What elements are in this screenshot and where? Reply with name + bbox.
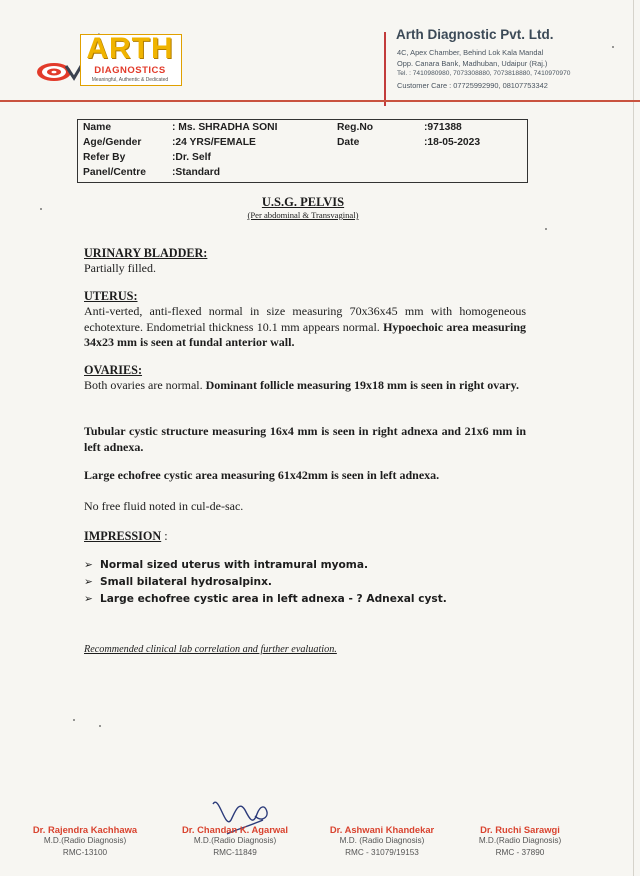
- address-line: Opp. Canara Bank, Madhuban, Udaipur (Raj.): [397, 59, 548, 68]
- scan-speck: [545, 228, 547, 230]
- uterus-text: Anti-verted, anti-flexed normal in size measuring 70x36x45 mm with homogeneous echotexture. Endometrial thickness 10.1 mm appears normal.: [84, 304, 526, 334]
- ovaries-paragraph: [84, 378, 526, 394]
- doctor-degree: M.D.(Radio Diagnosis): [193, 836, 277, 845]
- impression-item: [84, 559, 368, 571]
- name-label: Name: [83, 122, 112, 133]
- uterus-finding: Hypoechoic area measuring 34x23 mm is seen at fundal anterior wall.: [84, 319, 527, 349]
- fluid-finding: No free fluid noted in cul-de-sac.: [84, 499, 244, 513]
- regno-label: Reg.No: [337, 122, 374, 133]
- arrow-bullet-icon: ➢: [84, 593, 93, 605]
- bladder-text: Partially filled.: [84, 261, 156, 275]
- impression-heading: [84, 529, 168, 544]
- scan-speck: [40, 208, 42, 210]
- phone-line: Tel. : 7410980980, 7073308880, 7073818880, 7410970970: [397, 70, 571, 77]
- doctor-reg: RMC-11849: [213, 848, 257, 857]
- age-label: Age/Gender: [83, 137, 142, 148]
- uterus-paragraph: [84, 304, 526, 351]
- scan-speck: [612, 46, 614, 48]
- impression-label: IMPRESSION: [84, 529, 162, 543]
- refer-value: :Dr. Self: [172, 152, 211, 163]
- date-label: Date: [337, 137, 360, 148]
- customer-care-line: Customer Care : 07725992990, 08107753342: [397, 81, 548, 90]
- recommendation-note: Recommended clinical lab correlation and further evaluation.: [84, 644, 337, 655]
- bladder-heading: URINARY BLADDER:: [84, 246, 208, 260]
- name-value: : Ms. SHRADHA SONI: [172, 122, 278, 133]
- page-edge: [633, 0, 634, 876]
- doctor-block: [307, 824, 457, 859]
- header-divider: [384, 32, 386, 106]
- arth-logo: [34, 30, 184, 88]
- ovaries-text: Both ovaries are normal.: [84, 378, 203, 392]
- regno-value: :971388: [424, 122, 462, 133]
- arrow-bullet-icon: ➢: [84, 559, 93, 571]
- doctor-block: [445, 824, 595, 859]
- impression-text: Normal sized uterus with intramural myoma.: [100, 559, 369, 571]
- impression-colon: :: [161, 529, 168, 543]
- panel-label: Panel/Centre: [83, 167, 146, 178]
- cystic-finding: Large echofree cystic area measuring 61x42mm is seen in left adnexa.: [84, 468, 440, 482]
- tubular-finding: Tubular cystic structure measuring 16x4 mm is seen in right adnexa and 21x6 mm in left adnexa.: [84, 424, 526, 454]
- company-name: Arth Diagnostic Pvt. Ltd.: [396, 27, 554, 42]
- ovaries-finding: Dominant follicle measuring 19x18 mm is seen in right ovary.: [205, 378, 519, 392]
- doctor-name: Dr. Chandan K. Agarwal: [182, 824, 288, 835]
- doctor-degree: M.D. (Radio Diagnosis): [339, 836, 425, 845]
- panel-value: :Standard: [172, 167, 221, 178]
- logo-brand: ARTH: [86, 32, 174, 65]
- logo-subtitle: DIAGNOSTICS: [94, 65, 166, 76]
- impression-item: [84, 593, 447, 605]
- refer-label: Refer By: [83, 152, 126, 163]
- arrow-bullet-icon: ➢: [84, 576, 93, 588]
- doctor-degree: M.D.(Radio Diagnosis): [478, 836, 562, 845]
- doctor-reg: RMC - 37890: [495, 848, 545, 857]
- doctor-block: [10, 824, 160, 859]
- doctor-name: Dr. Ashwani Khandekar: [329, 824, 435, 835]
- scan-speck: [99, 725, 101, 727]
- uterus-heading: UTERUS:: [84, 289, 138, 303]
- impression-item: [84, 576, 272, 588]
- doctor-name: Dr. Rajendra Kachhawa: [32, 824, 138, 835]
- doctor-reg: RMC-13100: [62, 848, 108, 857]
- address-line: 4C, Apex Chamber, Behind Lok Kala Mandal: [397, 48, 544, 57]
- age-value: :24 YRS/FEMALE: [172, 137, 256, 148]
- header-rule: [0, 100, 640, 102]
- doctor-reg: RMC - 31079/19153: [345, 848, 419, 857]
- scan-speck: [73, 719, 75, 721]
- impression-text: Large echofree cystic area in left adnexa - ? Adnexal cyst.: [100, 593, 447, 605]
- doctor-block: [160, 824, 310, 859]
- ovaries-heading: OVARIES:: [84, 363, 143, 377]
- doctor-name: Dr. Ruchi Sarawgi: [480, 824, 560, 835]
- logo-tagline: Meaningful, Authentic & Dedicated: [91, 77, 169, 83]
- date-value: :18-05-2023: [424, 137, 481, 148]
- report-title: U.S.G. PELVIS: [261, 195, 345, 209]
- report-subtitle: (Per abdominal & Transvaginal): [247, 210, 359, 220]
- impression-text: Small bilateral hydrosalpinx.: [100, 576, 272, 588]
- doctor-degree: M.D.(Radio Diagnosis): [43, 836, 127, 845]
